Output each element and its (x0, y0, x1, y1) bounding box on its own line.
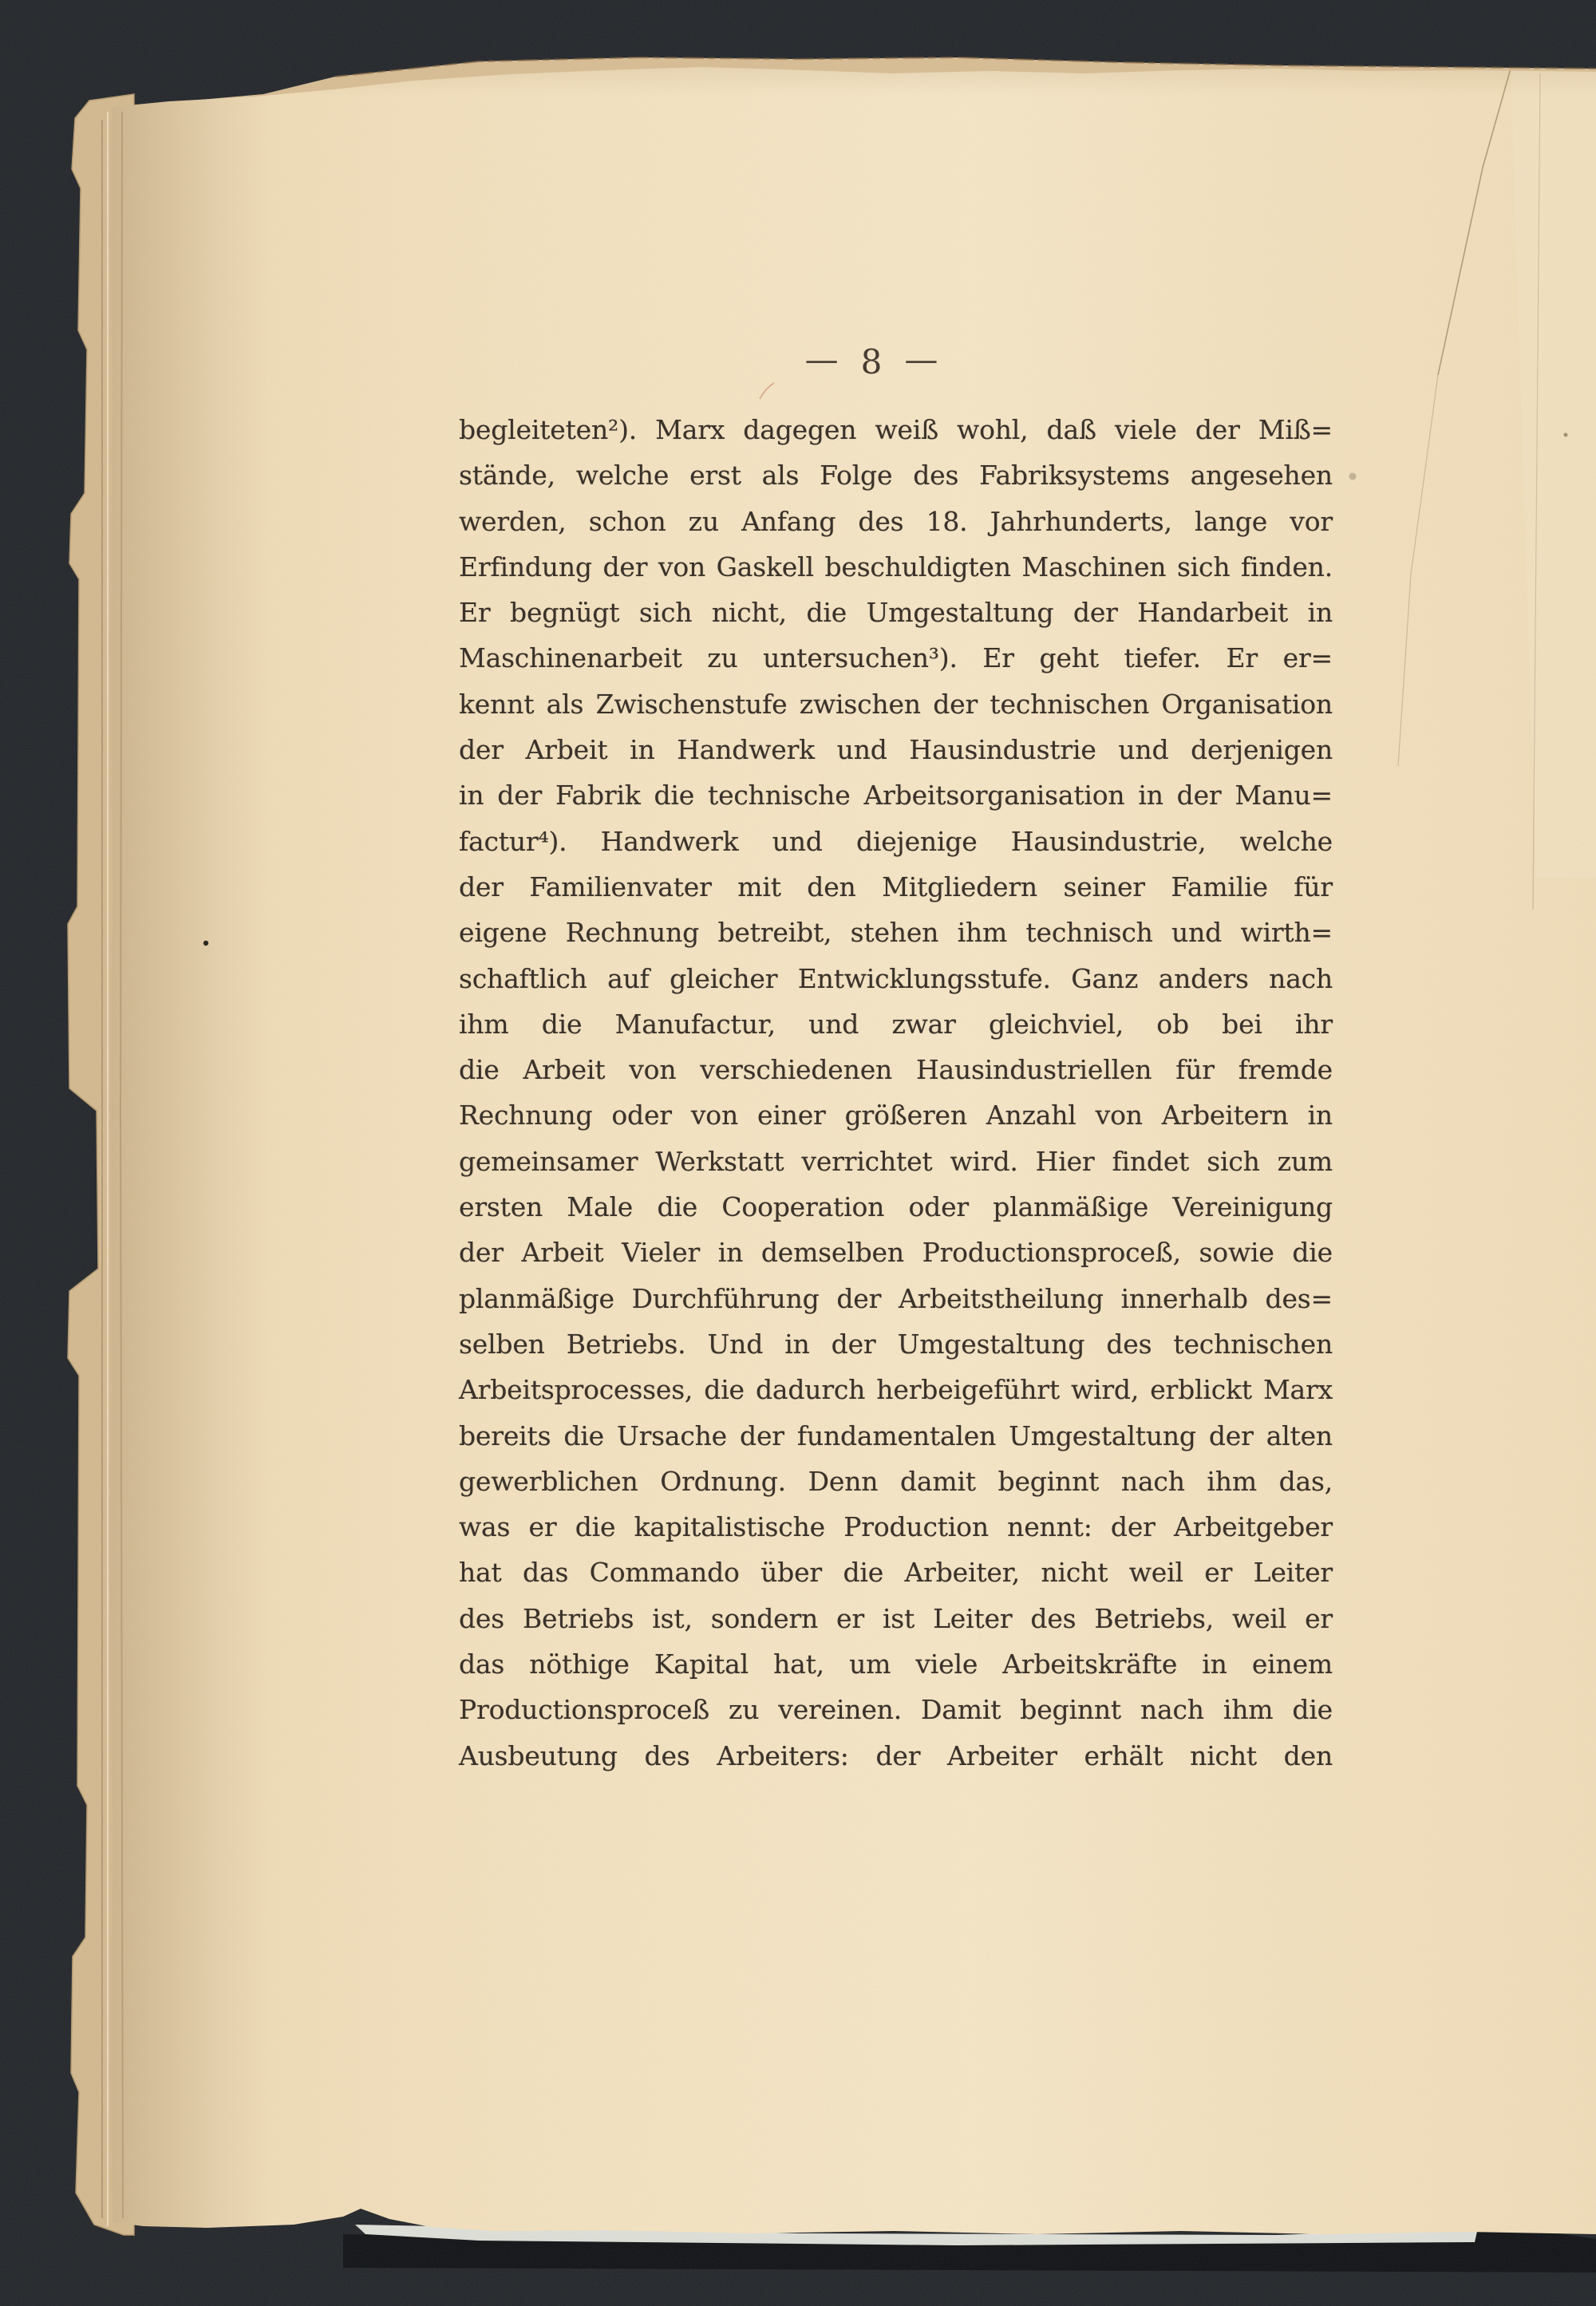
text-line: factur⁴). Handwerk und diejenige Hausindustrie, welche (459, 825, 1333, 857)
page-number: 8 (860, 342, 883, 381)
page-header (435, 338, 1309, 386)
text-line: Ausbeutung des Arbeiters: der Arbeiter erhält nicht den (459, 1739, 1333, 1771)
text-line: der Familienvater mit den Mitgliedern seiner Familie für (459, 871, 1333, 902)
text-line: Erfindung der von Gaskell beschuldigten Maschinen sich finden. (459, 551, 1333, 582)
text-line: der Arbeit in Handwerk und Hausindustrie und derjenigen (459, 734, 1333, 766)
text-line: Maschinenarbeit zu untersuchen³). Er geht tiefer. Er er= (459, 642, 1333, 674)
text-line: Arbeitsprocesses, die dadurch herbeigeführt wird, erblickt Marx (459, 1374, 1333, 1406)
text-line: eigene Rechnung betreibt, stehen ihm technisch und wirth= (459, 917, 1333, 949)
text-line: schaftlich auf gleicher Entwicklungsstufe. Ganz anders nach (459, 962, 1333, 994)
text-line: ersten Male die Cooperation oder planmäßige Vereinigung (459, 1191, 1333, 1223)
header-dash-left: — (804, 340, 839, 379)
text-line: das nöthige Kapital hat, um viele Arbeitskräfte in einem (459, 1649, 1333, 1680)
text-line: Er begnügt sich nicht, die Umgestaltung der Handarbeit in (459, 597, 1333, 629)
header-dash-right: — (904, 340, 939, 379)
text-line: der Arbeit Vieler in demselben Productionsproceß, sowie die (459, 1237, 1333, 1269)
text-line: in der Fabrik die technische Arbeitsorganisation in der Manu= (459, 780, 1333, 811)
text-line: kennt als Zwischenstufe zwischen der technischen Organisation (459, 688, 1333, 720)
text-line: die Arbeit von verschiedenen Hausindustriellen für fremde (459, 1054, 1333, 1086)
text-block (459, 407, 1333, 1779)
text-line: Rechnung oder von einer größeren Anzahl von Arbeitern in (459, 1100, 1333, 1131)
text-line: ihm die Manufactur, und zwar gleichviel, ob bei ihr (459, 1008, 1333, 1040)
text-line: selben Betriebs. Und in der Umgestaltung des technischen (459, 1328, 1333, 1360)
text-line: werden, schon zu Anfang des 18. Jahrhunderts, lange vor (459, 505, 1333, 537)
text-line: begleiteten²). Marx dagegen weiß wohl, daß viele der Miß= (459, 414, 1333, 445)
text-line: stände, welche erst als Folge des Fabriksystems angesehen (459, 460, 1333, 492)
text-line: planmäßige Durchführung der Arbeitstheilung innerhalb des= (459, 1282, 1333, 1314)
text-line: hat das Commando über die Arbeiter, nicht weil er Leiter (459, 1557, 1333, 1589)
text-line: Productionsproceß zu vereinen. Damit beginnt nach ihm die (459, 1694, 1333, 1726)
text-line: was er die kapitalistische Production nennt: der Arbeitgeber (459, 1511, 1333, 1543)
text-line: bereits die Ursache der fundamentalen Umgestaltung der alten (459, 1420, 1333, 1451)
text-line: des Betriebs ist, sondern er ist Leiter des Betriebs, weil er (459, 1602, 1333, 1634)
text-line: gemeinsamer Werkstatt verrichtet wird. Hier findet sich zum (459, 1145, 1333, 1177)
text-line: gewerblichen Ordnung. Denn damit beginnt nach ihm das, (459, 1465, 1333, 1497)
